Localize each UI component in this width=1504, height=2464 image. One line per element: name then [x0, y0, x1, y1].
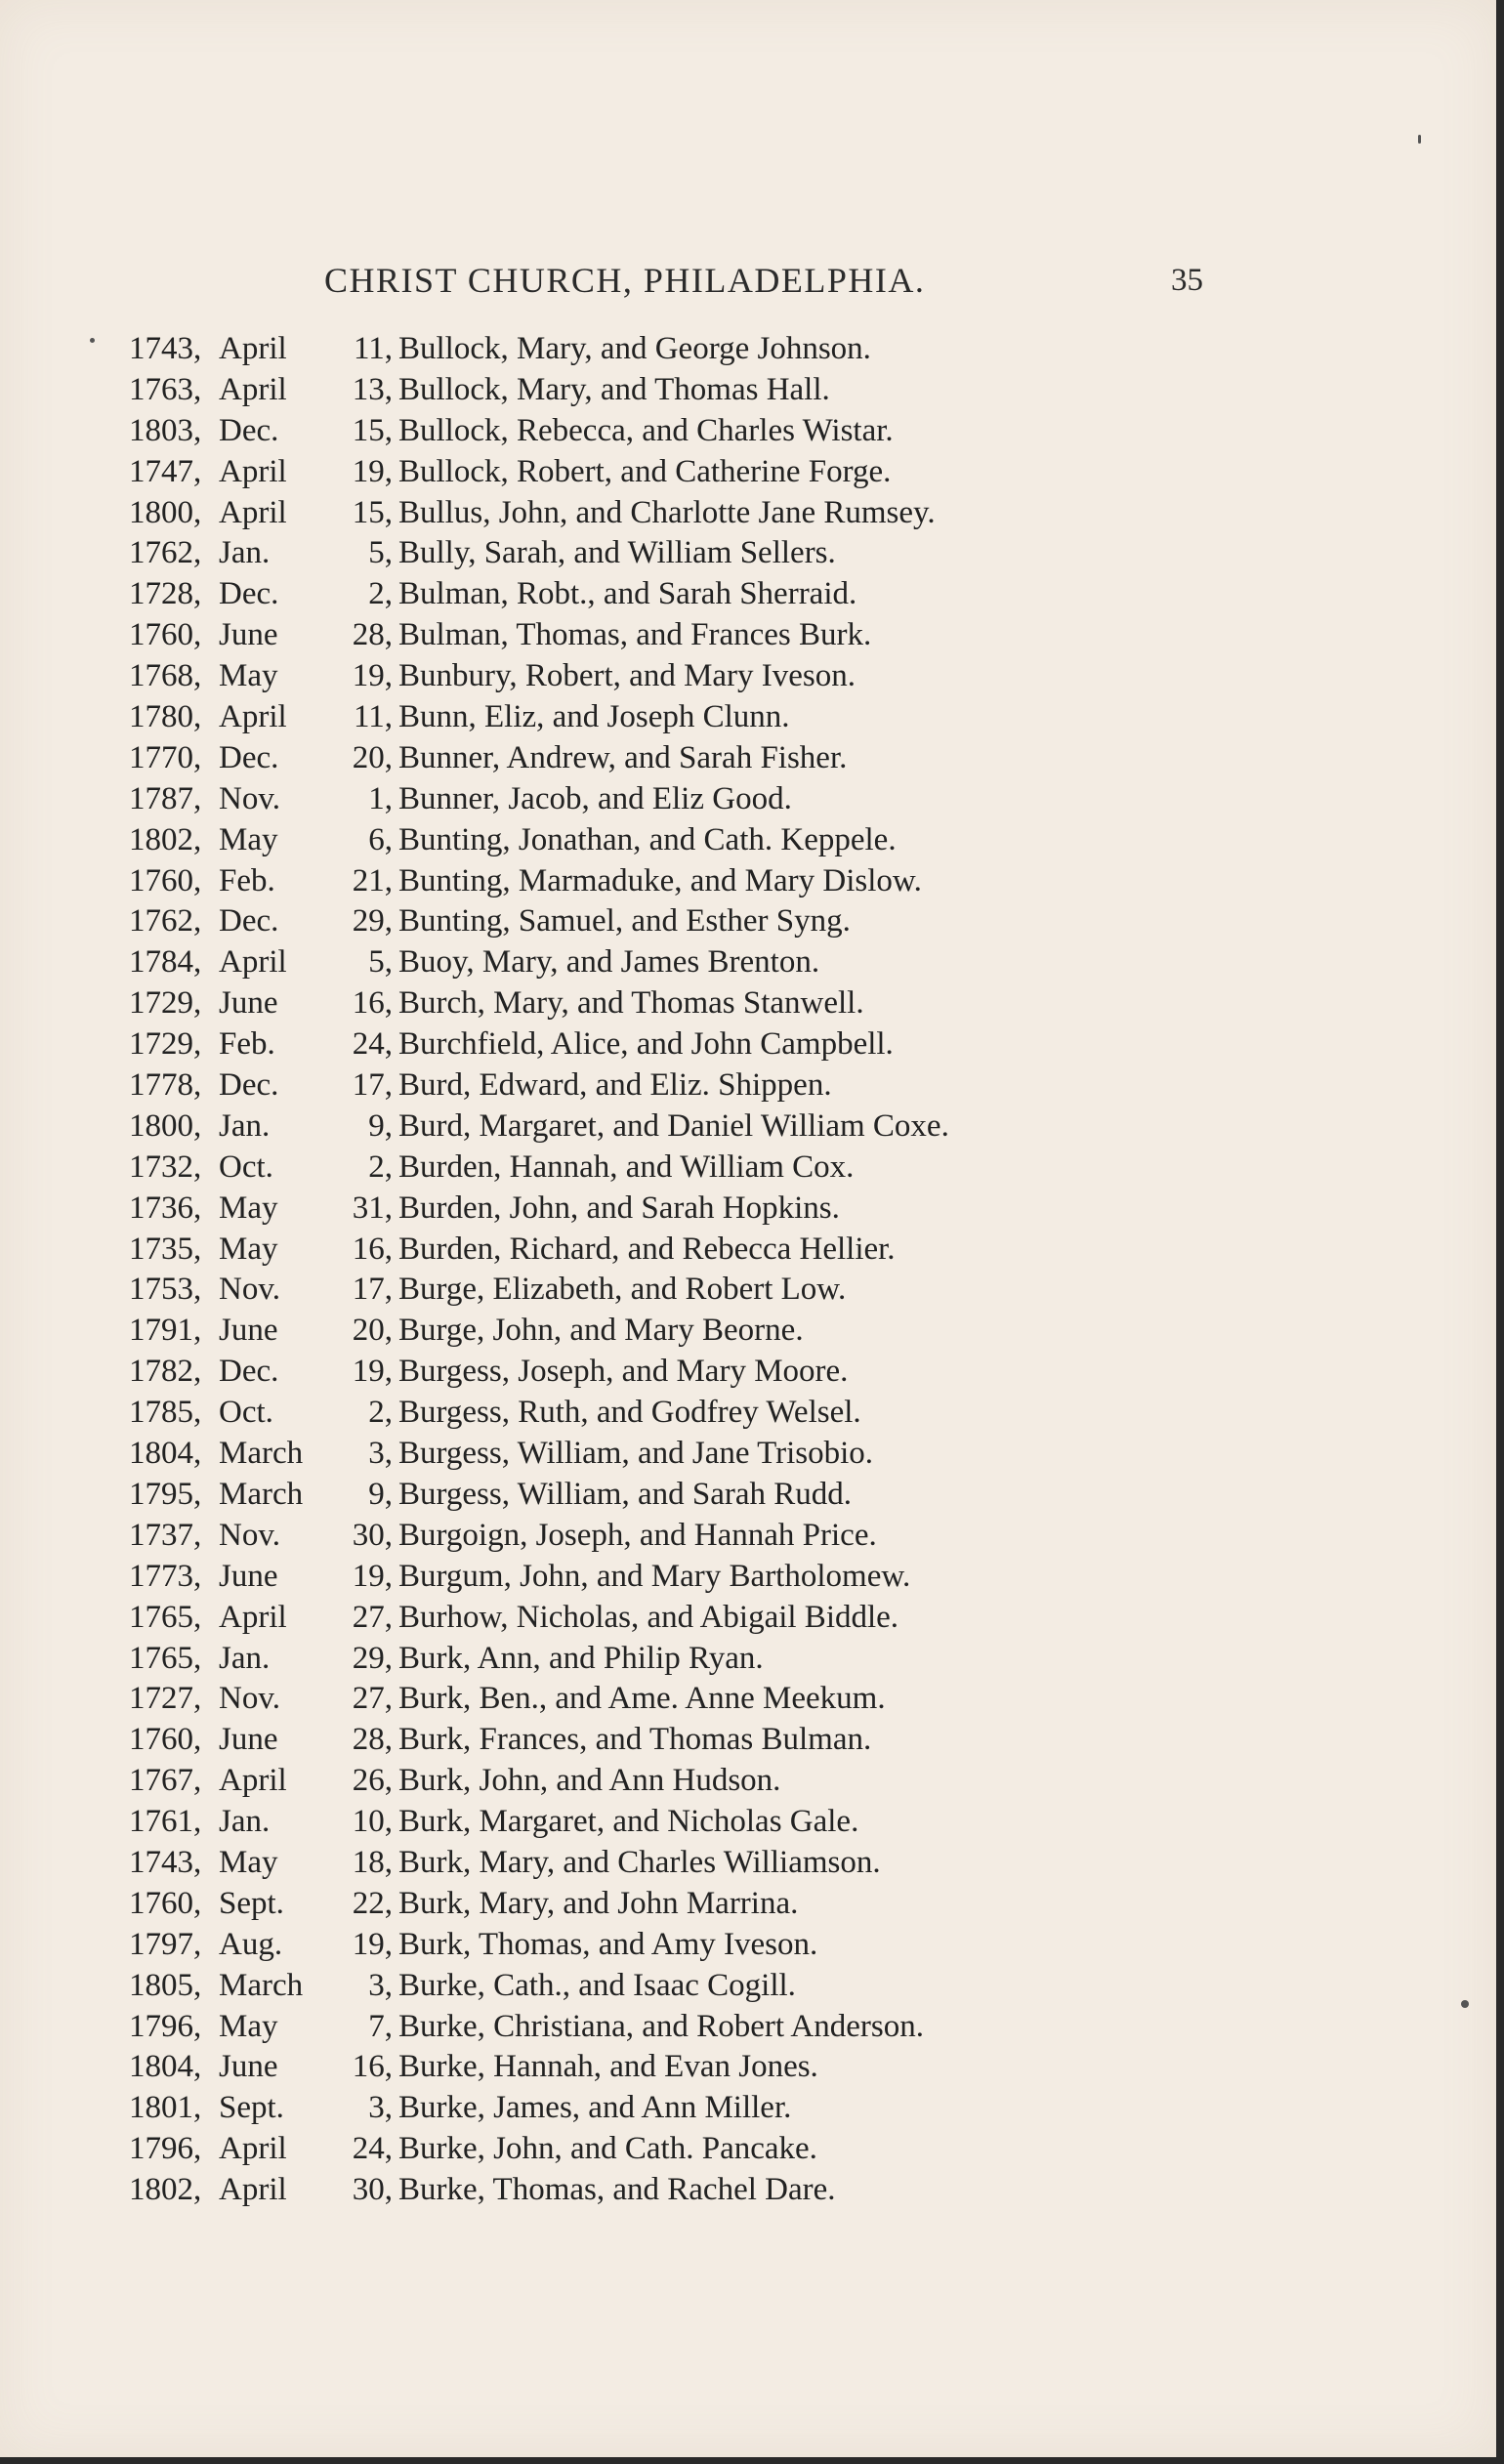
entry-year: 1743,	[129, 1844, 202, 1880]
entry-day: 7,	[368, 2008, 393, 2044]
register-entry	[129, 533, 1106, 574]
entry-names: Burke, John, and Cath. Pancake.	[398, 2131, 817, 2167]
register-entry	[129, 2170, 1106, 2211]
entry-month: April	[219, 371, 287, 407]
register-entry	[129, 697, 1106, 738]
entry-month: June	[219, 2049, 278, 2085]
entry-year: 1770,	[129, 739, 202, 775]
entry-year: 1765,	[129, 1640, 202, 1676]
register-entry	[129, 1884, 1106, 1925]
register-entry	[129, 656, 1106, 697]
entry-year: 1768,	[129, 658, 202, 694]
entry-names: Bullock, Mary, and George Johnson.	[398, 331, 871, 366]
entry-day: 29,	[352, 1640, 393, 1676]
register-entry	[129, 738, 1106, 779]
entry-names: Burke, Cath., and Isaac Cogill.	[398, 1967, 796, 2003]
register-entry	[129, 1270, 1106, 1311]
entry-year: 1767,	[129, 1763, 202, 1799]
entry-names: Burden, Hannah, and William Cox.	[398, 1148, 855, 1185]
register-entry	[129, 329, 1106, 370]
entry-month: June	[219, 617, 278, 653]
entry-names: Bunner, Jacob, and Eliz Good.	[398, 780, 792, 816]
entry-day: 19,	[352, 658, 393, 694]
entry-month: Dec.	[219, 1067, 279, 1104]
running-title: CHRIST CHURCH, PHILADELPHIA.	[324, 261, 926, 300]
entry-names: Burgess, Joseph, and Mary Moore.	[398, 1354, 849, 1390]
entry-month: Sept.	[219, 1885, 284, 1921]
entry-names: Burd, Edward, and Eliz. Shippen.	[398, 1067, 832, 1104]
entry-names: Burke, James, and Ann Miller.	[398, 2090, 792, 2126]
entry-month: Jan.	[219, 1804, 271, 1840]
entry-day: 15,	[352, 412, 393, 448]
entry-month: Dec.	[219, 576, 279, 612]
register-entry	[129, 1434, 1106, 1475]
entry-names: Bunner, Andrew, and Sarah Fisher.	[398, 739, 848, 775]
entry-year: 1796,	[129, 2131, 202, 2167]
entry-day: 6,	[368, 821, 393, 857]
entry-names: Bullus, John, and Charlotte Jane Rumsey.	[398, 494, 936, 530]
entry-year: 1784,	[129, 944, 202, 981]
entry-year: 1778,	[129, 1067, 202, 1104]
entry-day: 10,	[352, 1804, 393, 1840]
entry-month: Dec.	[219, 1354, 279, 1390]
entry-month: May	[219, 1190, 278, 1226]
entry-day: 9,	[368, 1107, 393, 1144]
register-entry	[129, 1802, 1106, 1843]
register-entry	[129, 2047, 1106, 2088]
entry-month: April	[219, 453, 287, 489]
register-entry	[129, 2088, 1106, 2129]
register-entry	[129, 574, 1106, 615]
entry-month: May	[219, 658, 278, 694]
entry-month: Dec.	[219, 739, 279, 775]
entry-names: Buoy, Mary, and James Brenton.	[398, 944, 820, 981]
entry-year: 1802,	[129, 2172, 202, 2208]
entry-day: 31,	[352, 1190, 393, 1226]
ink-speck	[1418, 135, 1421, 144]
register-entry	[129, 1475, 1106, 1516]
entry-day: 29,	[352, 903, 393, 940]
entry-names: Burke, Christiana, and Robert Anderson.	[398, 2008, 924, 2044]
entry-year: 1797,	[129, 1926, 202, 1962]
entry-month: April	[219, 1763, 287, 1799]
entry-month: March	[219, 1967, 304, 2003]
register-entry	[129, 983, 1106, 1024]
entry-year: 1804,	[129, 1436, 202, 1472]
entry-day: 17,	[352, 1272, 393, 1308]
entry-names: Bullock, Rebecca, and Charles Wistar.	[398, 412, 894, 448]
entry-month: June	[219, 985, 278, 1022]
entry-year: 1801,	[129, 2090, 202, 2126]
entry-names: Bunbury, Robert, and Mary Iveson.	[398, 658, 856, 694]
register-entry	[129, 1148, 1106, 1189]
entry-year: 1727,	[129, 1681, 202, 1717]
entry-day: 28,	[352, 617, 393, 653]
entry-year: 1735,	[129, 1231, 202, 1267]
entry-names: Burk, Mary, and Charles Williamson.	[398, 1844, 881, 1880]
entry-day: 20,	[352, 739, 393, 775]
entry-month: Jan.	[219, 1640, 271, 1676]
entry-names: Bullock, Mary, and Thomas Hall.	[398, 371, 830, 407]
ink-speck	[1461, 2000, 1469, 2008]
entry-day: 2,	[368, 1148, 393, 1185]
entry-year: 1805,	[129, 1967, 202, 2003]
entry-day: 11,	[353, 331, 393, 366]
register-entry	[129, 1024, 1106, 1065]
entry-day: 21,	[352, 862, 393, 898]
entry-names: Burd, Margaret, and Daniel William Coxe.	[398, 1107, 949, 1144]
entry-month: Jan.	[219, 1107, 271, 1144]
entry-month: Aug.	[219, 1926, 283, 1962]
entry-day: 3,	[368, 2090, 393, 2126]
register-entry	[129, 1843, 1106, 1884]
entry-names: Burchfield, Alice, and John Campbell.	[398, 1026, 894, 1063]
register-entry	[129, 1925, 1106, 1966]
register-entry	[129, 1679, 1106, 1720]
register-entry	[129, 615, 1106, 656]
entry-names: Bunting, Samuel, and Esther Syng.	[398, 903, 851, 940]
entry-day: 16,	[352, 2049, 393, 2085]
entry-month: April	[219, 699, 287, 735]
entry-names: Bulman, Thomas, and Frances Burk.	[398, 617, 872, 653]
entry-month: April	[219, 494, 287, 530]
entry-year: 1753,	[129, 1272, 202, 1308]
entry-day: 18,	[352, 1844, 393, 1880]
entry-month: Oct.	[219, 1148, 273, 1185]
entry-year: 1800,	[129, 494, 202, 530]
entry-month: Dec.	[219, 903, 279, 940]
entry-day: 27,	[352, 1599, 393, 1635]
entry-day: 9,	[368, 1476, 393, 1512]
register-entry	[129, 1720, 1106, 1761]
ink-speck	[90, 338, 95, 343]
entry-year: 1800,	[129, 1107, 202, 1144]
register-entry	[129, 1761, 1106, 1802]
register-entry	[129, 1598, 1106, 1639]
register-entry	[129, 901, 1106, 942]
entry-day: 19,	[352, 453, 393, 489]
entry-names: Burgess, William, and Sarah Rudd.	[398, 1476, 852, 1512]
entry-names: Burk, Margaret, and Nicholas Gale.	[398, 1804, 859, 1840]
entry-month: June	[219, 1558, 278, 1594]
entry-names: Bulman, Robt., and Sarah Sherraid.	[398, 576, 857, 612]
entry-day: 24,	[352, 1026, 393, 1063]
entry-day: 5,	[368, 535, 393, 571]
entry-month: Nov.	[219, 1517, 280, 1553]
entry-month: Sept.	[219, 2090, 284, 2126]
register-entry	[129, 1065, 1106, 1107]
entry-day: 11,	[353, 699, 393, 735]
entry-month: Nov.	[219, 1272, 280, 1308]
register-entry	[129, 1557, 1106, 1598]
entry-month: May	[219, 2008, 278, 2044]
entry-year: 1760,	[129, 862, 202, 898]
entry-year: 1763,	[129, 371, 202, 407]
entry-day: 30,	[352, 1517, 393, 1553]
entry-names: Burk, Ben., and Ame. Anne Meekum.	[398, 1681, 886, 1717]
entry-year: 1747,	[129, 453, 202, 489]
entry-year: 1762,	[129, 535, 202, 571]
entry-day: 27,	[352, 1681, 393, 1717]
register-entry	[129, 411, 1106, 452]
entry-year: 1762,	[129, 903, 202, 940]
entry-year: 1737,	[129, 1517, 202, 1553]
entry-month: Feb.	[219, 862, 275, 898]
entry-month: Feb.	[219, 1026, 275, 1063]
entry-day: 19,	[352, 1926, 393, 1962]
entry-month: May	[219, 1231, 278, 1267]
entry-month: April	[219, 1599, 287, 1635]
entry-year: 1795,	[129, 1476, 202, 1512]
entry-month: April	[219, 331, 287, 366]
marriage-register-list	[129, 329, 1106, 2211]
register-entry	[129, 820, 1106, 861]
entry-names: Burden, John, and Sarah Hopkins.	[398, 1190, 840, 1226]
register-entry	[129, 452, 1106, 493]
entry-names: Burke, Hannah, and Evan Jones.	[398, 2049, 818, 2085]
entry-year: 1736,	[129, 1190, 202, 1226]
register-entry	[129, 493, 1106, 534]
entry-month: April	[219, 2131, 287, 2167]
entry-day: 3,	[368, 1967, 393, 2003]
entry-year: 1787,	[129, 780, 202, 816]
entry-month: April	[219, 944, 287, 981]
entry-names: Burge, John, and Mary Beorne.	[398, 1313, 804, 1349]
register-entry	[129, 2129, 1106, 2170]
page-number: 35	[1171, 263, 1203, 298]
entry-day: 15,	[352, 494, 393, 530]
entry-names: Burk, John, and Ann Hudson.	[398, 1763, 781, 1799]
entry-year: 1803,	[129, 412, 202, 448]
entry-day: 2,	[368, 576, 393, 612]
entry-month: Oct.	[219, 1395, 273, 1431]
entry-month: April	[219, 2172, 287, 2208]
entry-names: Burge, Elizabeth, and Robert Low.	[398, 1272, 847, 1308]
entry-day: 3,	[368, 1436, 393, 1472]
entry-day: 16,	[352, 1231, 393, 1267]
entry-day: 2,	[368, 1395, 393, 1431]
entry-day: 19,	[352, 1354, 393, 1390]
entry-year: 1796,	[129, 2008, 202, 2044]
register-entry	[129, 1311, 1106, 1352]
entry-day: 13,	[352, 371, 393, 407]
entry-month: June	[219, 1313, 278, 1349]
entry-year: 1729,	[129, 1026, 202, 1063]
entry-day: 20,	[352, 1313, 393, 1349]
entry-month: Dec.	[219, 412, 279, 448]
register-entry	[129, 1639, 1106, 1680]
entry-year: 1760,	[129, 617, 202, 653]
entry-year: 1760,	[129, 1885, 202, 1921]
register-entry	[129, 1107, 1106, 1148]
entry-year: 1791,	[129, 1313, 202, 1349]
entry-month: May	[219, 1844, 278, 1880]
entry-names: Bully, Sarah, and William Sellers.	[398, 535, 836, 571]
register-entry	[129, 861, 1106, 902]
entry-day: 22,	[352, 1885, 393, 1921]
entry-year: 1765,	[129, 1599, 202, 1635]
register-entry	[129, 370, 1106, 411]
entry-names: Bunting, Marmaduke, and Mary Dislow.	[398, 862, 922, 898]
register-entry	[129, 1352, 1106, 1393]
entry-names: Burgess, Ruth, and Godfrey Welsel.	[398, 1395, 861, 1431]
entry-year: 1804,	[129, 2049, 202, 2085]
entry-names: Bullock, Robert, and Catherine Forge.	[398, 453, 892, 489]
register-entry	[129, 1189, 1106, 1230]
entry-names: Burch, Mary, and Thomas Stanwell.	[398, 985, 864, 1022]
entry-year: 1785,	[129, 1395, 202, 1431]
entry-year: 1732,	[129, 1148, 202, 1185]
entry-month: Nov.	[219, 780, 280, 816]
entry-names: Burgum, John, and Mary Bartholomew.	[398, 1558, 911, 1594]
entry-names: Burgess, William, and Jane Trisobio.	[398, 1436, 874, 1472]
entry-day: 1,	[368, 780, 393, 816]
register-entry	[129, 1516, 1106, 1557]
entry-year: 1743,	[129, 331, 202, 366]
entry-year: 1773,	[129, 1558, 202, 1594]
entry-names: Burke, Thomas, and Rachel Dare.	[398, 2172, 836, 2208]
page-header	[0, 256, 1496, 305]
register-entry	[129, 942, 1106, 983]
entry-month: Jan.	[219, 535, 271, 571]
register-entry	[129, 779, 1106, 820]
entry-day: 5,	[368, 944, 393, 981]
entry-names: Bunn, Eliz, and Joseph Clunn.	[398, 699, 790, 735]
entry-year: 1760,	[129, 1722, 202, 1758]
register-entry	[129, 1966, 1106, 2007]
entry-month: Nov.	[219, 1681, 280, 1717]
entry-names: Burk, Thomas, and Amy Iveson.	[398, 1926, 818, 1962]
entry-year: 1780,	[129, 699, 202, 735]
entry-day: 28,	[352, 1722, 393, 1758]
entry-day: 19,	[352, 1558, 393, 1594]
entry-names: Burhow, Nicholas, and Abigail Biddle.	[398, 1599, 899, 1635]
entry-year: 1782,	[129, 1354, 202, 1390]
entry-day: 16,	[352, 985, 393, 1022]
entry-day: 17,	[352, 1067, 393, 1104]
entry-month: March	[219, 1476, 304, 1512]
entry-year: 1729,	[129, 985, 202, 1022]
entry-names: Burk, Ann, and Philip Ryan.	[398, 1640, 764, 1676]
entry-names: Burk, Mary, and John Marrina.	[398, 1885, 799, 1921]
entry-year: 1761,	[129, 1804, 202, 1840]
entry-day: 30,	[352, 2172, 393, 2208]
entry-day: 24,	[352, 2131, 393, 2167]
entry-names: Burk, Frances, and Thomas Bulman.	[398, 1722, 872, 1758]
entry-month: June	[219, 1722, 278, 1758]
entry-day: 26,	[352, 1763, 393, 1799]
entry-month: March	[219, 1436, 304, 1472]
register-entry	[129, 1393, 1106, 1434]
register-entry	[129, 2007, 1106, 2048]
entry-year: 1802,	[129, 821, 202, 857]
entry-month: May	[219, 821, 278, 857]
register-entry	[129, 1230, 1106, 1271]
entry-names: Bunting, Jonathan, and Cath. Keppele.	[398, 821, 897, 857]
entry-year: 1728,	[129, 576, 202, 612]
entry-names: Burgoign, Joseph, and Hannah Price.	[398, 1517, 877, 1553]
entry-names: Burden, Richard, and Rebecca Hellier.	[398, 1231, 896, 1267]
